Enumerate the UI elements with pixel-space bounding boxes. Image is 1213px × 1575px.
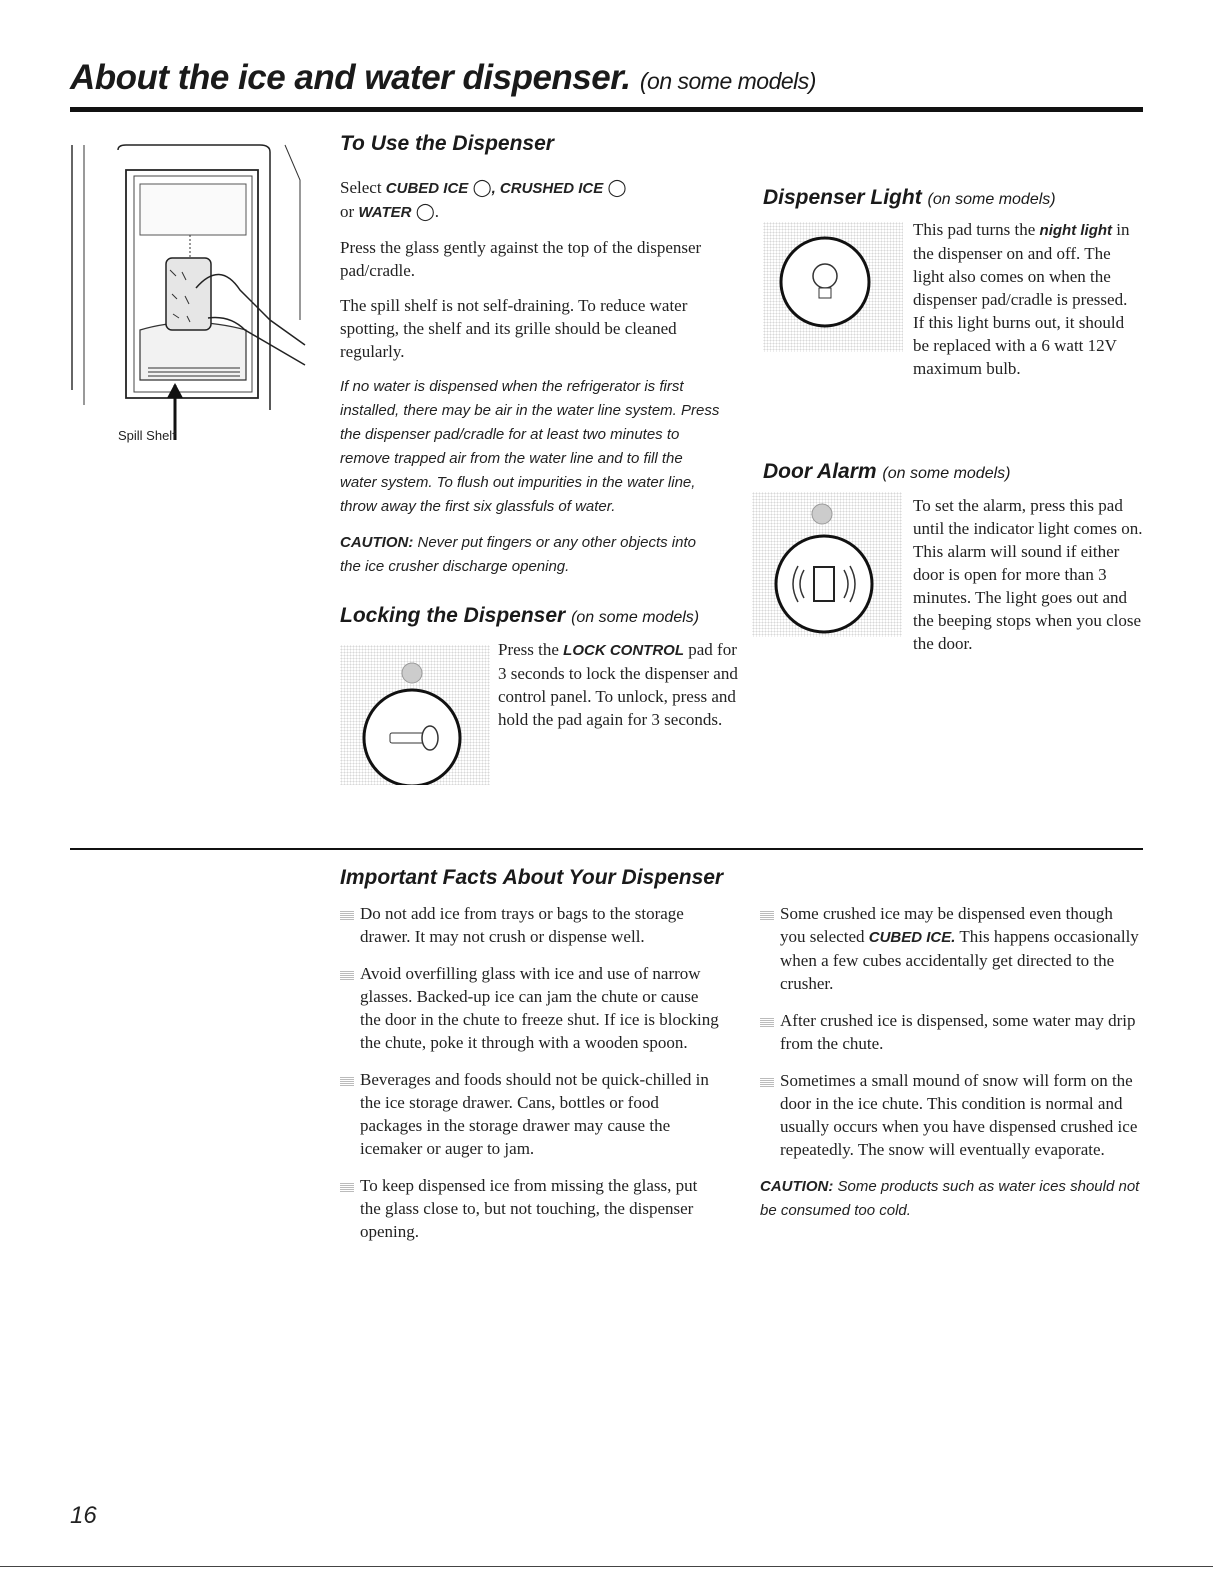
caution-label: CAUTION: bbox=[340, 534, 414, 551]
title-main: About the ice and water dispenser. bbox=[70, 58, 631, 97]
bullet-icon bbox=[340, 1182, 354, 1192]
cubed-ice-emphasis: CUBED ICE. bbox=[868, 929, 956, 946]
press-glass-text: Press the glass gently against the top of the dispenser pad/cradle. bbox=[340, 238, 702, 280]
spill-shelf-text: The spill shelf is not self-draining. To reduce water spotting, the shelf and its grille should be cleaned regularly. bbox=[340, 296, 688, 361]
light-pre: This pad turns the bbox=[913, 220, 1036, 239]
bullet-icon bbox=[760, 1077, 774, 1087]
light-heading bbox=[763, 186, 1056, 210]
bullet-icon bbox=[760, 1017, 774, 1027]
spill-shelf-caption: Spill Shelf bbox=[118, 428, 176, 443]
list-item-text: Do not add ice from trays or bags to the storage drawer. It may not crush or dispense well. bbox=[360, 904, 684, 946]
caution-text: Some products such as water ices should not be consumed too cold. bbox=[760, 1178, 1140, 1219]
water-suffix: . bbox=[434, 202, 440, 221]
light-text bbox=[913, 218, 1133, 380]
bullet-icon bbox=[340, 1076, 354, 1086]
light-heading-sub: (on some models) bbox=[927, 191, 1056, 208]
list-item-text: Some crushed ice may be dispensed even though you selected bbox=[780, 904, 1113, 946]
page-number: 16 bbox=[70, 1502, 97, 1529]
list-item-text: Sometimes a small mound of snow will form on the door in the ice chute. This condition is normal and usually occurs when you have dispensed crushed ice repeatedly. The snow will eventually evaporate. bbox=[780, 1071, 1138, 1159]
locking-post: pad for 3 seconds to lock the dispenser and control panel. To unlock, press and hold the pad again for 3 seconds. bbox=[498, 640, 738, 729]
alarm-heading-sub: (on some models) bbox=[882, 465, 1011, 482]
crushed-ice-icon: ◯ bbox=[607, 178, 627, 197]
night-light-label: night light bbox=[1039, 222, 1113, 239]
facts-left-list bbox=[340, 902, 720, 1257]
list-item bbox=[340, 962, 720, 1054]
list-item-text: Beverages and foods should not be quick-chilled in the ice storage drawer. Cans, bottles or food packages in the storage drawer may cause the icemaker or auger to jam. bbox=[360, 1070, 709, 1158]
door-alarm-pad bbox=[752, 492, 902, 637]
list-item bbox=[760, 1069, 1140, 1161]
section-divider bbox=[70, 848, 1143, 850]
list-item bbox=[760, 902, 1140, 995]
list-item-text: After crushed ice is dispensed, some water may drip from the chute. bbox=[780, 1011, 1136, 1053]
alarm-heading-text: Door Alarm bbox=[763, 460, 877, 483]
caution-cold bbox=[760, 1175, 1140, 1223]
cubed-ice-icon: ◯ bbox=[472, 178, 492, 197]
light-post: in the dispenser on and off. The light also comes on when the dispenser pad/cradle is pressed. If this light burns out, it should be replaced with a 6 watt 12V maximum bulb. bbox=[913, 220, 1130, 378]
locking-heading-text: Locking the Dispenser bbox=[340, 604, 566, 627]
to-use-heading: To Use the Dispenser bbox=[340, 132, 554, 155]
water-label: WATER bbox=[358, 204, 412, 221]
page-title bbox=[70, 58, 816, 98]
locking-pre: Press the bbox=[498, 640, 559, 659]
dispenser-illustration bbox=[70, 140, 310, 440]
bottom-edge bbox=[0, 1566, 1213, 1567]
title-sub: (on some models) bbox=[639, 68, 816, 94]
night-light-pad bbox=[763, 222, 903, 352]
locking-text bbox=[498, 638, 738, 731]
caution-crusher bbox=[340, 531, 720, 579]
no-water-note: If no water is dispensed when the refrigerator is first installed, there may be air in the water line system. Press the dispenser pad/cradle for at least two minutes to remove trapped air from the water line and to fill the water system. To flush out impurities in the water line, throw away the first six glassfuls of water. bbox=[340, 378, 720, 515]
list-item bbox=[340, 1174, 720, 1243]
list-item bbox=[340, 902, 720, 948]
select-prefix: Select bbox=[340, 178, 382, 197]
locking-heading bbox=[340, 604, 740, 628]
list-item-text: To keep dispensed ice from missing the glass, put the glass close to, but not touching, the dispenser opening. bbox=[360, 1176, 698, 1241]
title-rule bbox=[70, 107, 1143, 112]
cubed-ice-label: CUBED ICE bbox=[385, 180, 469, 197]
list-item-text-cont: This happens occasionally when a few cubes accidentally get directed to the crusher. bbox=[780, 927, 1139, 993]
water-icon: ◯ bbox=[415, 202, 435, 221]
list-item bbox=[340, 1068, 720, 1160]
light-heading-text: Dispenser Light bbox=[763, 186, 922, 209]
list-item bbox=[760, 1009, 1140, 1055]
bullet-icon bbox=[340, 910, 354, 920]
lock-control-label: LOCK CONTROL bbox=[563, 642, 684, 659]
locking-section bbox=[340, 604, 740, 628]
bullet-icon bbox=[760, 910, 774, 920]
facts-right-list bbox=[760, 902, 1140, 1223]
alarm-heading bbox=[763, 460, 1010, 484]
caution-text: Never put fingers or any other objects into the ice crusher discharge opening. bbox=[340, 534, 696, 575]
facts-heading: Important Facts About Your Dispenser bbox=[340, 866, 724, 889]
to-use-section bbox=[340, 132, 720, 579]
or-text: or bbox=[340, 202, 355, 221]
alarm-text: To set the alarm, press this pad until the indicator light comes on. This alarm will sound if either door is open for more than 3 minutes. The light goes out and the beeping stops when you close the door. bbox=[913, 496, 1143, 653]
caution-label: CAUTION: bbox=[760, 1178, 834, 1195]
select-instruction bbox=[340, 176, 720, 224]
list-item-text: Avoid overfilling glass with ice and use of narrow glasses. Backed-up ice can jam the chute or cause the door in the chute to freeze shut. If ice is blocking the chute, poke it through with a wooden spoon. bbox=[360, 964, 719, 1052]
dispenser-drawing bbox=[70, 140, 310, 440]
lock-control-pad bbox=[340, 645, 490, 785]
bullet-icon bbox=[340, 970, 354, 980]
crushed-ice-label: , CRUSHED ICE bbox=[491, 180, 604, 197]
locking-heading-sub: (on some models) bbox=[571, 609, 700, 626]
